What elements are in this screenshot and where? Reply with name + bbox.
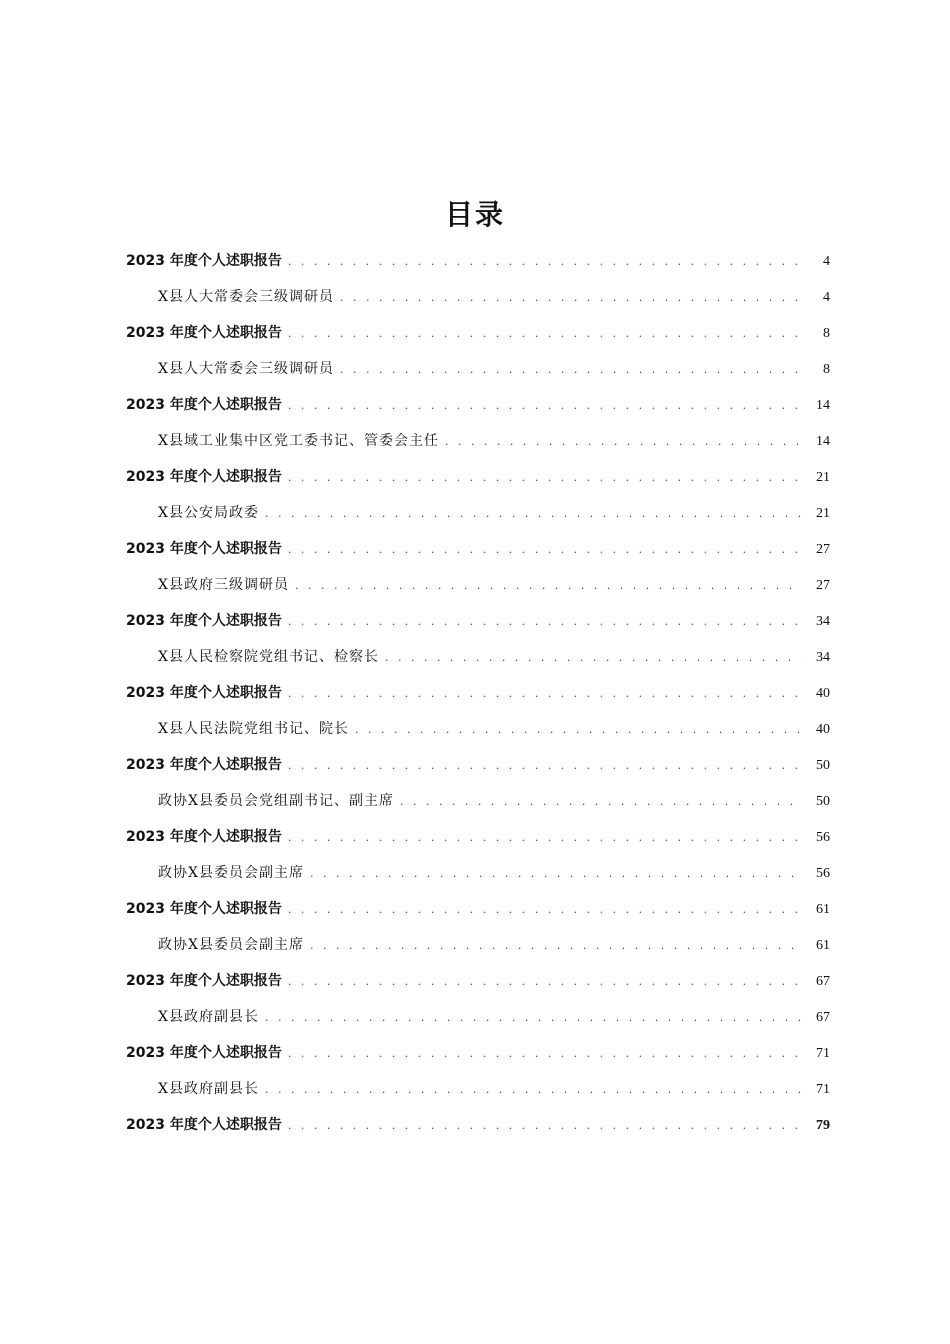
dot-leader (340, 280, 802, 316)
toc-entry-position[interactable] (126, 423, 830, 459)
toc-entry-position[interactable] (126, 783, 830, 819)
toc-entry-text: 2023 年度个人述职报告 (126, 1045, 282, 1061)
dot-leader (288, 316, 802, 352)
toc-page-number: 21 (816, 470, 830, 485)
dot-leader (288, 676, 802, 712)
dot-leader (400, 784, 802, 820)
toc-entry-position[interactable] (126, 855, 830, 891)
dot-leader (288, 1036, 802, 1072)
toc-entry-report[interactable] (126, 819, 830, 855)
toc-entry-report[interactable] (126, 1035, 830, 1071)
dot-leader (265, 1072, 802, 1108)
toc-entry-report[interactable] (126, 675, 830, 711)
toc-entry-text: X县人民法院党组书记、院长 (158, 721, 349, 737)
toc-page-number: 4 (823, 254, 830, 269)
toc-entry-text: 2023 年度个人述职报告 (126, 397, 282, 413)
toc-page-number: 8 (823, 326, 830, 341)
dot-leader (265, 1000, 802, 1036)
toc-entry-text: 2023 年度个人述职报告 (126, 901, 282, 917)
dot-leader (288, 964, 802, 1000)
toc-page-number: 34 (816, 650, 830, 665)
toc-page-number: 67 (816, 974, 830, 989)
toc-entry-text: 政协X县委员会副主席 (158, 865, 304, 881)
toc-entry-text: 2023 年度个人述职报告 (126, 469, 282, 485)
dot-leader (445, 424, 802, 460)
dot-leader (310, 856, 802, 892)
toc-entry-text: 2023 年度个人述职报告 (126, 829, 282, 845)
toc-page-number: 14 (816, 398, 830, 413)
toc-entry-report[interactable] (126, 1107, 830, 1143)
toc-page-number: 50 (816, 758, 830, 773)
toc-entry-text: 2023 年度个人述职报告 (126, 973, 282, 989)
toc-entry-text: X县公安局政委 (158, 505, 259, 521)
toc-page-number: 14 (816, 434, 830, 449)
toc-entry-text: X县政府副县长 (158, 1081, 259, 1097)
dot-leader (340, 352, 802, 388)
toc-page-number: 67 (816, 1010, 830, 1025)
toc-entry-text: 2023 年度个人述职报告 (126, 1117, 282, 1133)
toc-entry-report[interactable] (126, 891, 830, 927)
toc-entry-report[interactable] (126, 315, 830, 351)
page-title: 目录 (444, 198, 505, 231)
toc-page-number: 71 (816, 1082, 830, 1097)
dot-leader (288, 748, 802, 784)
toc-page-number: 56 (816, 866, 830, 881)
toc-page-number: 40 (816, 686, 830, 701)
toc-entry-report[interactable] (126, 531, 830, 567)
toc-page-number: 61 (816, 902, 830, 917)
toc-entry-position[interactable] (126, 711, 830, 747)
toc-page-number: 50 (816, 794, 830, 809)
toc-entry-position[interactable] (126, 351, 830, 387)
toc-entry-report[interactable] (126, 459, 830, 495)
toc-entry-text: 2023 年度个人述职报告 (126, 325, 282, 341)
dot-leader (288, 532, 802, 568)
toc-entry-position[interactable] (126, 999, 830, 1035)
toc-page-number: 27 (816, 542, 830, 557)
toc-entry-text: 2023 年度个人述职报告 (126, 757, 282, 773)
dot-leader (385, 640, 802, 676)
toc-page-number: 4 (823, 290, 830, 305)
toc-entry-text: X县人大常委会三级调研员 (158, 361, 334, 377)
toc-page-number: 21 (816, 506, 830, 521)
toc-entry-report[interactable] (126, 963, 830, 999)
dot-leader (288, 604, 802, 640)
dot-leader (288, 460, 802, 496)
toc-entry-text: X县域工业集中区党工委书记、管委会主任 (158, 433, 439, 449)
toc-entry-text: 2023 年度个人述职报告 (126, 253, 282, 269)
toc-entry-position[interactable] (126, 567, 830, 603)
toc-entry-text: X县人大常委会三级调研员 (158, 289, 334, 305)
toc-entry-text: 2023 年度个人述职报告 (126, 541, 282, 557)
toc-entry-position[interactable] (126, 927, 830, 963)
toc-page-number: 34 (816, 614, 830, 629)
dot-leader (310, 928, 802, 964)
toc-page-number: 61 (816, 938, 830, 953)
toc-entry-text: 2023 年度个人述职报告 (126, 613, 282, 629)
toc-entry-position[interactable] (126, 279, 830, 315)
toc-entry-text: X县人民检察院党组书记、检察长 (158, 649, 379, 665)
toc-entry-text: X县政府副县长 (158, 1009, 259, 1025)
toc-entry-report[interactable] (126, 387, 830, 423)
toc-page-number: 27 (816, 578, 830, 593)
toc-entry-report[interactable] (126, 243, 830, 279)
toc-entry-report[interactable] (126, 603, 830, 639)
toc-page-number: 8 (823, 362, 830, 377)
toc-page-number: 79 (816, 1118, 830, 1133)
toc-entry-text: 2023 年度个人述职报告 (126, 685, 282, 701)
table-of-contents (126, 243, 830, 1143)
dot-leader (288, 388, 802, 424)
dot-leader (355, 712, 802, 748)
dot-leader (288, 892, 802, 928)
toc-entry-text: X县政府三级调研员 (158, 577, 289, 593)
toc-entry-position[interactable] (126, 1071, 830, 1107)
toc-entry-text: 政协X县委员会党组副书记、副主席 (158, 793, 394, 809)
toc-entry-position[interactable] (126, 495, 830, 531)
dot-leader (265, 496, 802, 532)
dot-leader (295, 568, 802, 604)
toc-entry-position[interactable] (126, 639, 830, 675)
toc-entry-text: 政协X县委员会副主席 (158, 937, 304, 953)
toc-page-number: 40 (816, 722, 830, 737)
toc-entry-report[interactable] (126, 747, 830, 783)
dot-leader (288, 1108, 802, 1144)
dot-leader (288, 820, 802, 856)
toc-page-number: 71 (816, 1046, 830, 1061)
dot-leader (288, 244, 802, 280)
toc-page-number: 56 (816, 830, 830, 845)
